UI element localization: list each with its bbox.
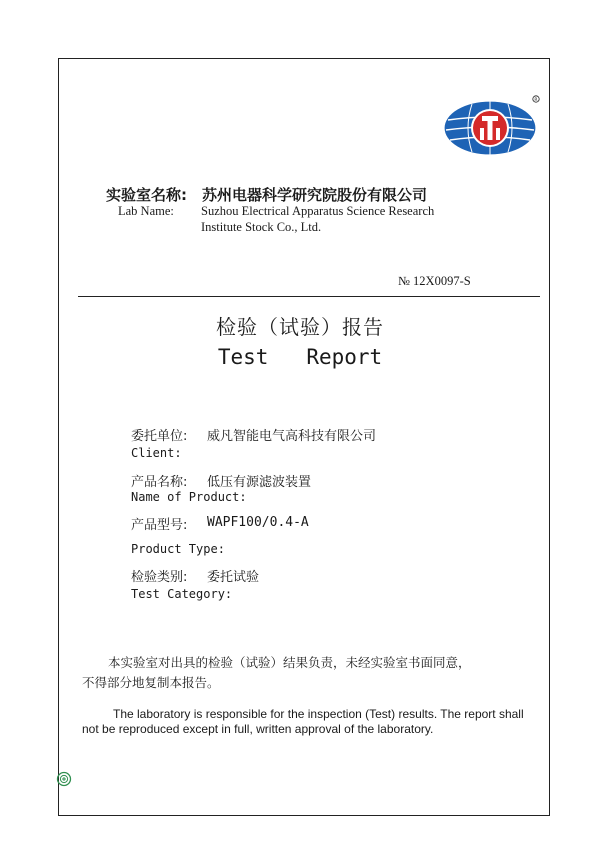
test-category-value: 委托试验: [207, 570, 260, 585]
product-type-value: WAPF100/0.4-A: [207, 515, 309, 530]
report-title-en: Test Report: [217, 345, 383, 369]
statement-cn-line2: 不得部分地复制本报告。: [82, 675, 220, 690]
lab-name-value-en-line2: Institute Stock Co., Ltd.: [201, 220, 322, 234]
product-name-label-cn: 产品名称:: [131, 475, 188, 490]
statement-cn-line1: 本实验室对出具的检验（试验）结果负责，未经实验室书面同意，: [108, 655, 471, 670]
header-divider: [78, 296, 540, 297]
client-label-en: Client:: [131, 446, 182, 460]
test-category-label-cn: 检验类别:: [131, 570, 188, 585]
statement-en-line1: The laboratory is responsible for the inspection (Test) results. The report shall: [113, 707, 524, 721]
product-name-value: 低压有源滤波装置: [207, 475, 312, 490]
lab-name-value-en-line1: Suzhou Electrical Apparatus Science Research: [201, 204, 435, 218]
svg-text:R: R: [534, 98, 538, 103]
report-title-cn: 检验（试验）报告: [216, 315, 384, 339]
client-label-cn: 委托单位:: [131, 429, 188, 444]
lab-name-label-cn: 实验室名称:: [106, 186, 187, 204]
green-seal-icon: [56, 771, 72, 787]
client-value: 威凡智能电气高科技有限公司: [207, 429, 377, 444]
institute-globe-logo: [442, 94, 542, 158]
product-name-label-en: Name of Product:: [131, 490, 247, 504]
lab-name-value-cn: 苏州电器科学研究院股份有限公司: [202, 186, 428, 204]
test-category-label-en: Test Category:: [131, 587, 233, 601]
lab-name-label-en: Lab Name:: [118, 204, 174, 218]
product-type-label-cn: 产品型号:: [131, 518, 188, 533]
product-type-label-en: Product Type:: [131, 542, 225, 556]
report-number: № 12X0097-S: [398, 274, 471, 288]
statement-en-line2: not be reproduced except in full, written approval of the laboratory.: [82, 722, 434, 736]
